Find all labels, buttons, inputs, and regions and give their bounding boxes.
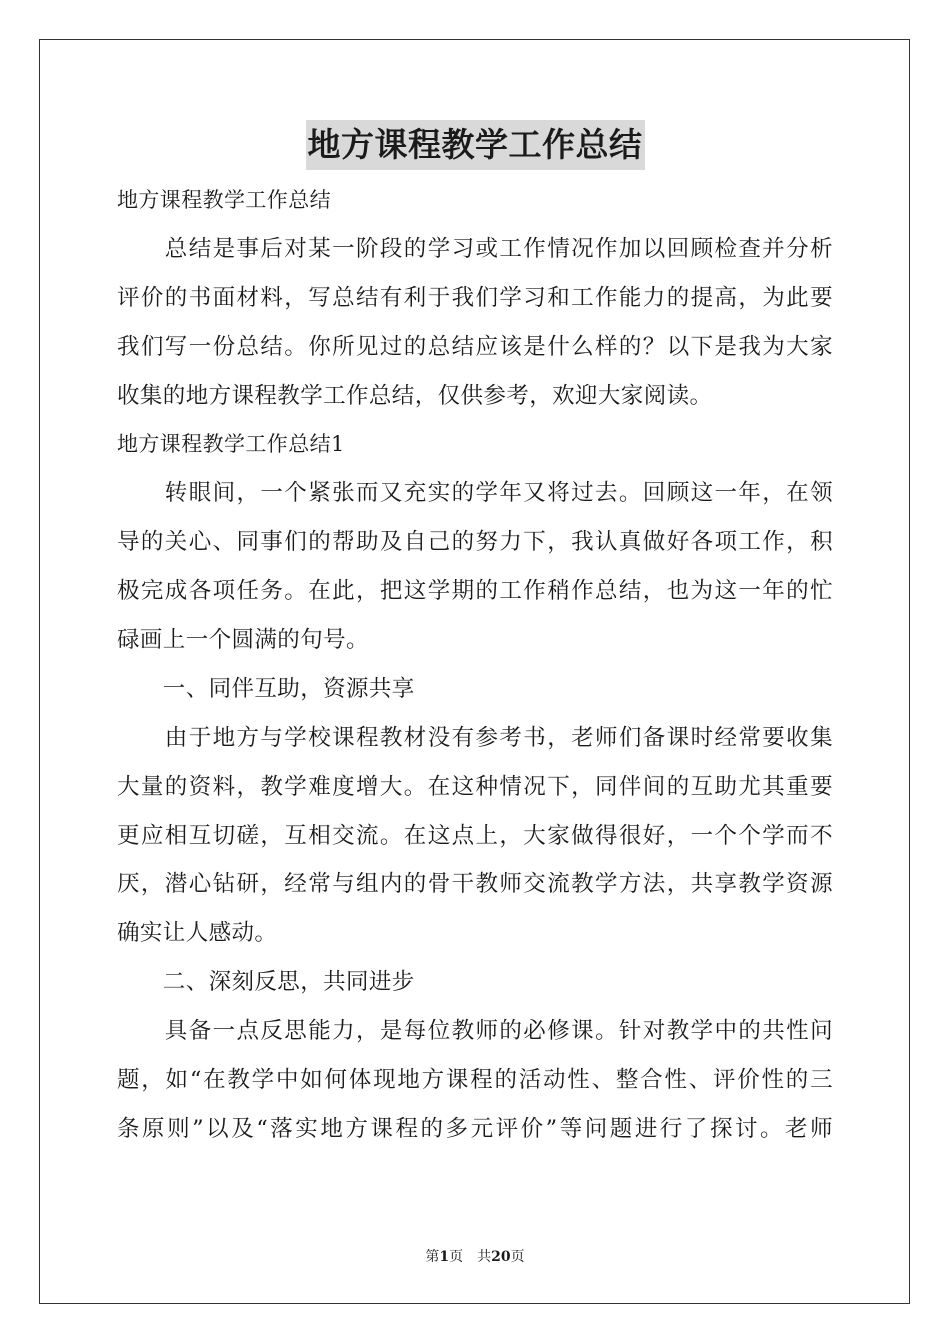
title-container (0, 120, 950, 170)
section-heading: 二、深刻反思，共同进步 (117, 969, 415, 996)
body-line: 由于地方与学校课程教材没有参考书，老师们备课时经常要收集 (117, 724, 833, 751)
body-line: 导的关心、同事们的帮助及自己的努力下，我认真做好各项工作，积 (117, 529, 833, 556)
body-line: 评价的书面材料，写总结有利于我们学习和工作能力的提高，为此要 (117, 284, 833, 311)
document-title: 地方课程教学工作总结 (306, 120, 645, 170)
body-line: 更应相互切磋，互相交流。在这点上，大家做得很好，一个个学而不 (117, 822, 833, 849)
page-number-prefix: 第 (425, 1249, 440, 1265)
body-line: 总结是事后对某一阶段的学习或工作情况作加以回顾检查并分析 (117, 235, 833, 262)
page-number-total: 20 (491, 1249, 511, 1265)
body-line: 我们写一份总结。你所见过的总结应该是什么样的？以下是我为大家 (117, 333, 833, 360)
page-number-suffix: 页 (510, 1249, 525, 1265)
body-line: 收集的地方课程教学工作总结，仅供参考，欢迎大家阅读。 (117, 382, 713, 409)
page-number-mid: 页 共 (449, 1249, 492, 1265)
body-line: 碌画上一个圆满的句号。 (117, 627, 369, 654)
body-line: 题，如“在教学中如何体现地方课程的活动性、整合性、评价性的三 (117, 1067, 833, 1094)
body-line: 确实让人感动。 (117, 920, 278, 947)
section-heading: 一、同伴互助，资源共享 (117, 675, 415, 702)
section-heading: 地方课程教学工作总结1 (117, 432, 345, 457)
body-line: 具备一点反思能力，是每位教师的必修课。针对教学中的共性问 (117, 1018, 833, 1045)
document-subtitle: 地方课程教学工作总结 (117, 188, 331, 212)
body-line: 条原则”以及“落实地方课程的多元评价”等问题进行了探讨。老师 (117, 1115, 833, 1142)
body-line: 厌，潜心钻研，经常与组内的骨干教师交流教学方法，共享教学资源 (117, 871, 833, 898)
page-number-current: 1 (439, 1249, 450, 1265)
document-body (117, 176, 833, 1154)
body-line: 大量的资料，教学难度增大。在这种情况下，同伴间的互助尤其重要 (117, 773, 833, 800)
page-footer (0, 1246, 950, 1266)
body-line: 极完成各项任务。在此，把这学期的工作稍作总结，也为这一年的忙 (117, 578, 833, 605)
body-line: 转眼间，一个紧张而又充实的学年又将过去。回顾这一年，在领 (117, 480, 833, 507)
